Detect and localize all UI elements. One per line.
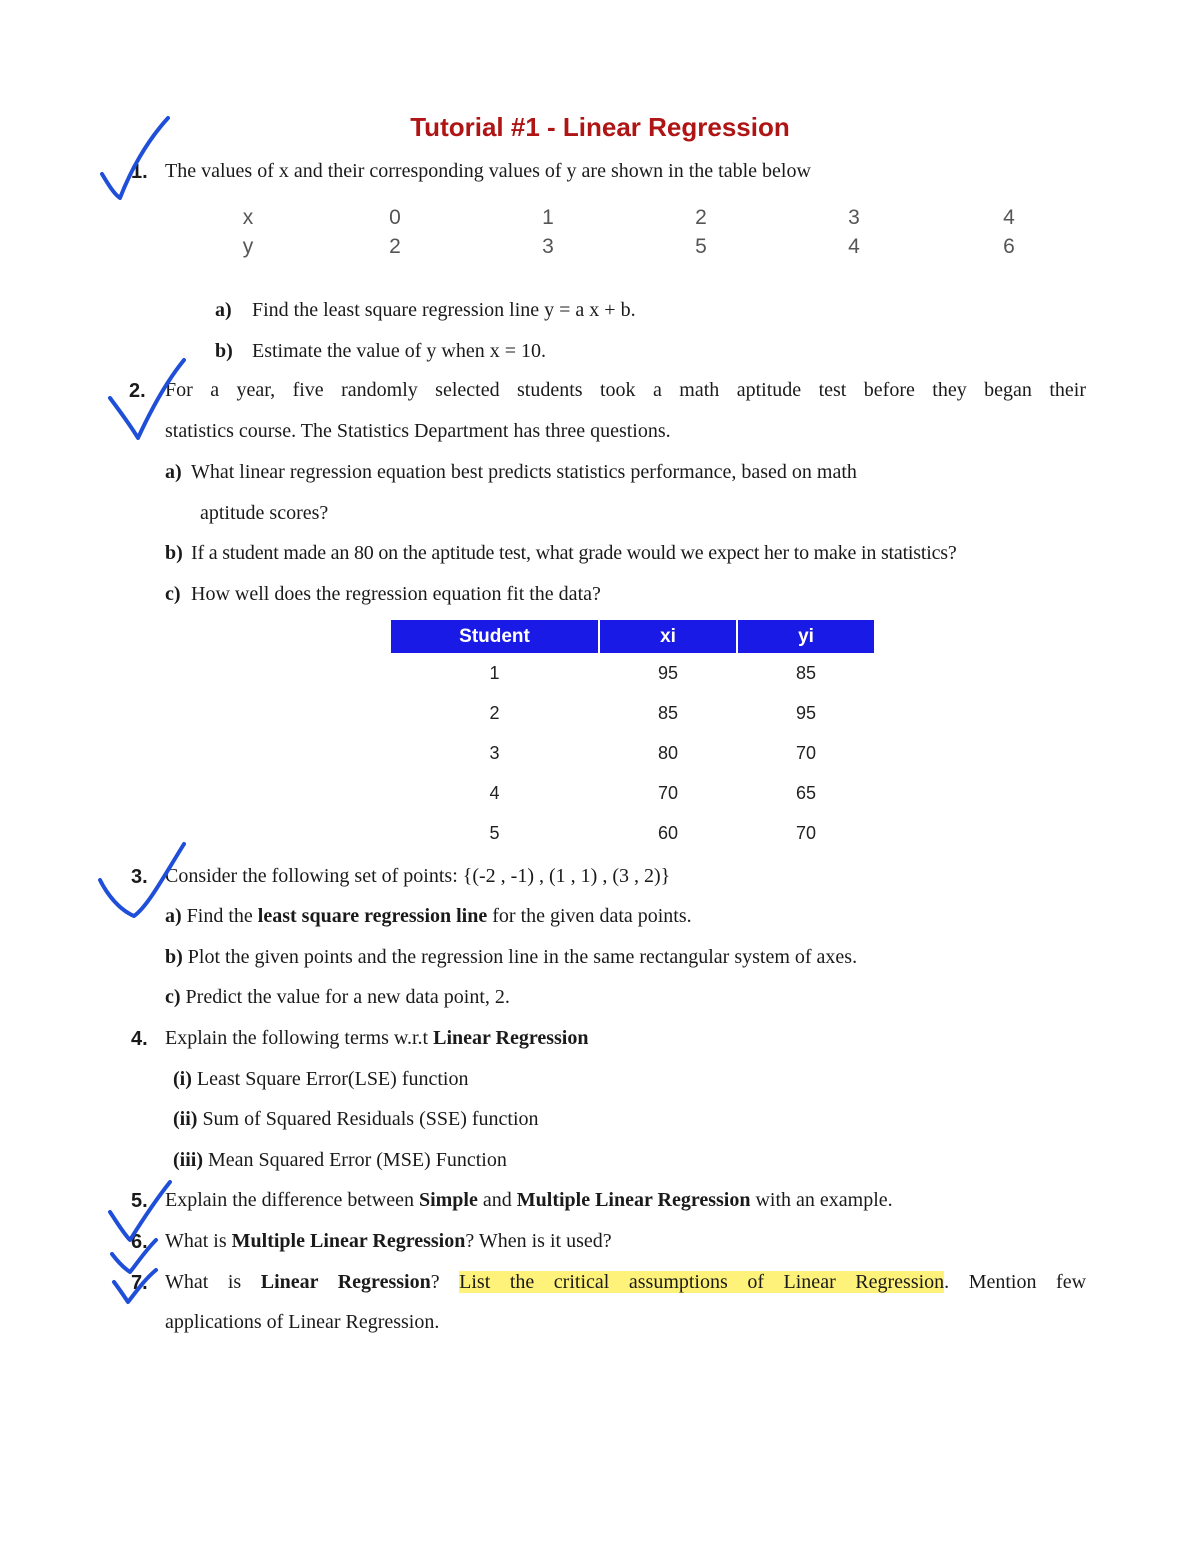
y-value: 3 — [542, 235, 554, 258]
q1-a-text: Find the least square regression line y = a x + b. — [252, 299, 636, 321]
q5-pre: Explain the difference between — [165, 1189, 414, 1211]
table-row — [391, 653, 874, 693]
q7-bold: Linear Regression — [260, 1271, 431, 1293]
yi-cell: 70 — [795, 822, 817, 843]
q7-number: 7. — [131, 1272, 148, 1294]
xi-cell: 95 — [657, 662, 679, 683]
student-header: Student — [391, 620, 598, 653]
q1-a-label: a) — [215, 299, 232, 321]
xi-header: xi — [600, 620, 736, 653]
y-value: 2 — [389, 235, 401, 258]
x-label: x — [242, 206, 254, 229]
q4-item — [173, 1068, 468, 1091]
q4-item-label: (i) — [173, 1068, 192, 1090]
q2-number: 2. — [129, 380, 146, 402]
q5-number: 5. — [131, 1190, 148, 1212]
q1-b-text: Estimate the value of y when x = 10. — [252, 340, 546, 362]
x-value: 3 — [848, 206, 860, 229]
q4-item-label: (iii) — [173, 1149, 203, 1171]
q1-text: The values of x and their corresponding values of y are shown in the table below — [165, 160, 811, 182]
student-cell: 1 — [489, 662, 500, 683]
x-value: 4 — [1003, 206, 1015, 229]
q3-b-label: b) — [165, 946, 183, 968]
q7-post: . Mention few — [944, 1271, 1087, 1293]
q7-line1 — [165, 1271, 1086, 1294]
q3-text: Consider the following set of points: {(-2 , -1) , (1 , 1) , (3 , 2)} — [165, 865, 671, 887]
q5-bold2: Multiple Linear Regression — [516, 1189, 751, 1211]
student-cell: 4 — [489, 782, 500, 803]
q3-c-label: c) — [165, 986, 181, 1008]
q3-a-pre: Find the — [186, 905, 253, 927]
q2-a-label: a) — [165, 461, 182, 483]
q2-line1: For a year, five randomly selected students took a math aptitude test before they began their — [165, 379, 1086, 401]
yi-cell: 85 — [795, 662, 817, 683]
xi-cell: 85 — [657, 702, 679, 723]
yi-header: yi — [738, 620, 874, 653]
checkmark-icon — [104, 356, 190, 446]
q1-number: 1. — [131, 161, 148, 183]
students-table — [389, 620, 876, 853]
q3-a-line — [165, 905, 692, 928]
yi-cell: 95 — [795, 702, 817, 723]
checkmark-icon — [94, 836, 190, 922]
q2-a-text1: What linear regression equation best predicts statistics performance, based on math — [191, 461, 857, 483]
q3-c-line — [165, 986, 510, 1009]
table-row — [391, 773, 874, 813]
q7-line2: applications of Linear Regression. — [165, 1311, 440, 1333]
q2-line2: statistics course. The Statistics Department has three questions. — [165, 420, 671, 442]
q4-item — [173, 1108, 539, 1131]
q3-a-label: a) — [165, 905, 182, 927]
q4-item — [173, 1149, 507, 1172]
q4-bold: Linear Regression — [433, 1027, 589, 1049]
q7-q: ? — [430, 1271, 440, 1293]
q5-line — [165, 1189, 893, 1212]
page-title: Tutorial #1 - Linear Regression — [410, 112, 790, 142]
q2-c-label: c) — [165, 583, 181, 605]
y-value: 5 — [695, 235, 707, 258]
checkmark-icon — [96, 112, 176, 204]
q3-c-text: Predict the value for a new data point, 2. — [185, 986, 510, 1008]
q3-number: 3. — [131, 866, 148, 888]
student-cell: 2 — [489, 702, 500, 723]
y-value: 6 — [1003, 235, 1015, 258]
student-cell: 5 — [489, 822, 500, 843]
q3-a-post: for the given data points. — [492, 905, 692, 927]
q6-number: 6. — [131, 1231, 148, 1253]
q3-b-text: Plot the given points and the regression line in the same rectangular system of axes. — [187, 946, 858, 968]
q5-bold1: Simple — [418, 1189, 478, 1211]
q6-post: ? When is it used? — [465, 1230, 612, 1252]
y-value: 4 — [848, 235, 860, 258]
q5-mid: and — [482, 1189, 512, 1211]
q2-b-label: b) — [165, 542, 183, 564]
x-value: 0 — [389, 206, 401, 229]
q4-item-text: Sum of Squared Residuals (SSE) function — [202, 1108, 539, 1130]
checkmark-icon — [104, 1178, 174, 1308]
q4-pre: Explain the following terms w.r.t — [165, 1027, 429, 1049]
xi-cell: 70 — [657, 782, 679, 803]
q4-item-label: (ii) — [173, 1108, 198, 1130]
q4-number: 4. — [131, 1028, 148, 1050]
q7-highlight: List the critical assumptions of Linear Regression — [459, 1271, 945, 1293]
student-cell: 3 — [489, 742, 500, 763]
q4-item-text: Mean Squared Error (MSE) Function — [208, 1149, 507, 1171]
q4-item-text: Least Square Error(LSE) function — [196, 1068, 469, 1090]
xi-cell: 80 — [657, 742, 679, 763]
q6-line — [165, 1230, 612, 1253]
q2-b-text: If a student made an 80 on the aptitude test, what grade would we expect her to make in statistics? — [191, 542, 957, 564]
q3-b-line — [165, 946, 857, 969]
table-row — [391, 693, 874, 733]
y-label: y — [242, 235, 254, 258]
table-row — [391, 813, 874, 853]
q1-b-label: b) — [215, 340, 233, 362]
yi-cell: 70 — [795, 742, 817, 763]
q6-pre: What is — [165, 1230, 227, 1252]
q7-pre: What is — [165, 1271, 242, 1293]
xi-cell: 60 — [657, 822, 679, 843]
q6-bold: Multiple Linear Regression — [231, 1230, 466, 1252]
q5-post: with an example. — [755, 1189, 893, 1211]
yi-cell: 65 — [795, 782, 817, 803]
q3-a-bold: least square regression line — [257, 905, 488, 927]
q4-line — [165, 1027, 588, 1050]
table-row — [391, 733, 874, 773]
x-value: 1 — [542, 206, 554, 229]
x-value: 2 — [695, 206, 707, 229]
q2-a-text2: aptitude scores? — [200, 502, 329, 524]
q2-c-text: How well does the regression equation fit the data? — [191, 583, 601, 605]
